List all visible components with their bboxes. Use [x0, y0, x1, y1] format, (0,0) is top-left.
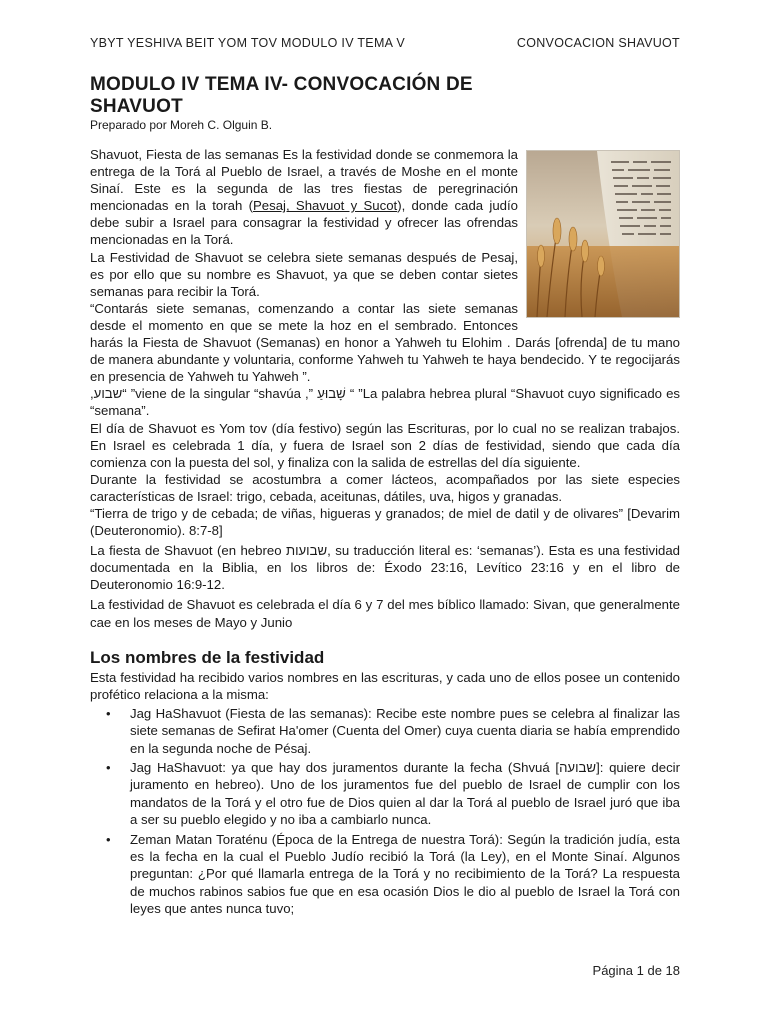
page-header [90, 36, 680, 50]
list-item-text: Zeman Matan Toraténu (Época de la Entrega de nuestra Torá): Según la tradición judía, esta es la fecha en la cual el Pueblo Judío recibió la Torá (la Ley), en el Monte Sinaí. Algunos preguntan: ¿Por qué llamarla entrega de la Torá y no recibimiento de la Torá? La respuesta de muchos rabinos sabios fue que en esa ocasión Dios le dio al pueblo de Israel la Torá con leyes que antes nunca tuvo; [130, 831, 680, 917]
wheat-torah-image [526, 150, 680, 318]
paragraph-sivan: La festividad de Shavuot es celebrada el día 6 y 7 del mes bíblico llamado: Sivan, que generalmente cae en los meses de Mayo y Junio [90, 597, 680, 630]
paragraph-dairy: Durante la festividad se acostumbra a comer lácteos, acompañados por las siete especies características de Israel: trigo, cebada, aceitunas, dátiles, uva, higos y granadas. [90, 471, 680, 504]
paragraph-yom-tov: El día de Shavuot es Yom tov (día festivo) según las Escrituras, por lo cual no se realizan trabajos. En Israel es celebrada 1 día, y fuera de Israel son 2 días de festividad, siendo que cada día comienza con la puesta del sol, y finaliza con la salida de estrellas del día siguiente. [90, 420, 680, 470]
paragraph-devarim-quote: “Tierra de trigo y de cebada; de viñas, higueras y granados; de miel de datil y de olivares” [Devarim (Deuteronomio). 8:7-8] [90, 505, 680, 539]
pilgrimage-feasts-link[interactable]: Pesaj, Shavuot y Sucot [252, 198, 398, 214]
bullet-icon: • [106, 760, 111, 776]
header-right: CONVOCACION SHAVUOT [516, 36, 680, 50]
page-number: Página 1 de 18 [592, 963, 680, 978]
list-item [106, 759, 680, 829]
intro-text-start: Shavuot, Fiesta de las semanas Es la festividad donde se conmemora la entrega de la Torá al Pueblo de Israel, a través de Moshe en el monte Sinaí. Este es la segunda de las tres fiestas de peregrinación mencionadas en la torah ( [90, 147, 518, 214]
paragraph-bible-references [90, 542, 680, 593]
bible-ref-start: La fiesta de Shavuot (en hebreo [90, 543, 286, 559]
wheat-torah-illustration [527, 151, 679, 317]
hebrew-line-middle: “ ”viene de la singular “shavúa ,” [122, 386, 318, 402]
header-left: YBYT YESHIVA BEIT YOM TOV MODULO IV TEMA V [90, 36, 406, 50]
hebrew-word-shavua: שבוע [93, 386, 123, 402]
bullet-icon: • [106, 831, 111, 847]
document-title: MODULO IV TEMA IV- CONVOCACIÓN DE SHAVUOT [90, 74, 473, 117]
paragraph-seven-weeks: La Festividad de Shavuot se celebra siete semanas después de Pesaj, es por ello que su nombre es Shavuot, ya que se deben contar sietes semanas para recibir la Torá. [90, 249, 518, 299]
hebrew-line-comma: , [90, 386, 94, 402]
hebrew-word-shavuot: שבועות [285, 543, 328, 559]
paragraph-quote-count: “Contarás siete semanas, comenzando a contar las siete semanas desde el momento en que se mete la hoz en el sembrado. Entonces harás la Fiesta de Shavuot (Semanas) en honor a Yahweh tu Elohim . Darás [ofrenda] de tu mano de manera abundante y voluntaria, conforme Yahweh tu Yahweh te haya bendecido. Y te regocijarás en presencia de Yahweh tu Yahweh ”. [90, 300, 680, 385]
names-list [90, 705, 680, 918]
section-heading-names: Los nombres de la festividad [90, 647, 325, 667]
section-intro: Esta festividad ha recibido varios nombres en las escrituras, y cada uno de ellos posee un contenido profético relaciona a la misma: [90, 669, 680, 702]
list-item-text: Jag HaShavuot (Fiesta de las semanas): Recibe este nombre pues se celebra al finalizar las siete semanas de Sefirat Ha'omer (Cuenta del Omer) cuya cuenta diaria se había emprendido en la segunda noche de Pésaj. [130, 705, 680, 756]
author-line: Preparado por Moreh C. Olguin B. [90, 118, 273, 132]
hebrew-word-vocalized: שָׁבוּעַ [317, 386, 346, 402]
list-item-text: Jag HaShavuot: ya que hay dos juramentos durante la fecha (Shvuá [שבועה]: quiere decir juramento en hebreo). Uno de los juramentos fue del pueblo de Israel de cumplir con los mandatos de la Torá y el otro fue de Dios quien al dar la Torá al pueblo de Israel juró que iba a ser su pueblo elegido y no iba a cambiarlo nunca. [130, 760, 680, 828]
list-item [106, 705, 680, 757]
hebrew-line-end: “ ”La palabra hebrea plural “Shavuot cuyo significado es “semana”. [90, 386, 680, 419]
list-item [106, 831, 680, 918]
document-body [90, 74, 680, 920]
bible-ref-end: , su traducción literal es: ‘semanas’). Esta es una festividad documentada en la Biblia, en los libros de: Éxodo 23:16, Levítico 23:16 y en el libro de Deuteronomio 16:9-12. [90, 543, 680, 593]
paragraph-hebrew-word [90, 385, 680, 419]
bullet-icon: • [106, 705, 111, 721]
intro-text-end: ), donde cada judío debe subir a Israel para consagrar la festividad y ofrecer las ofrendas mencionadas en la Torá. [90, 198, 519, 248]
